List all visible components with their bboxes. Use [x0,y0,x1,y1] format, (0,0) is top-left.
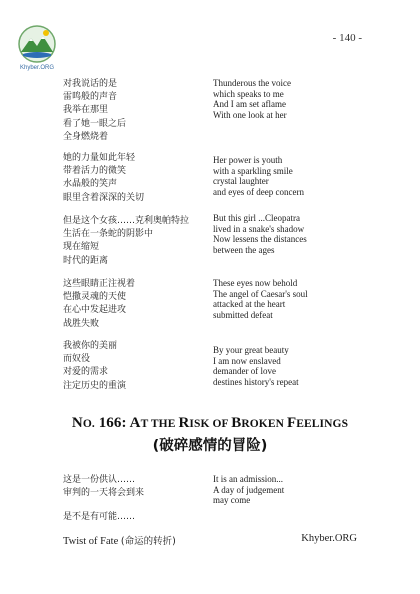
verse-line: I am now enslaved [213,355,281,366]
footer-title-zh: (命运的转折) [120,536,176,547]
verse-line: 她的力量如此年轻 [63,153,136,163]
stanza-1-zh [63,78,126,144]
verse-line: But this girl ...Cleopatra [213,213,300,223]
stanza-2-zh [63,152,144,205]
title-part: F [286,415,297,431]
verse-line: between the ages [213,244,275,255]
title-part: R [178,415,190,431]
verse-line: And I am set aflame [213,99,286,110]
verse-line: submitted defeat [213,309,273,320]
verse-line: crystal laughter [213,176,269,187]
footer-site-name: Khyber.ORG [301,533,357,544]
verse-line: 注定历史的重演 [63,380,127,391]
title-part: N [71,415,83,431]
verse-line: with a sparkling smile [213,165,293,176]
stanza-3-en [213,213,307,255]
verse-line: The angel of Caesar's soul [213,288,308,299]
stanza-3-zh [63,215,189,268]
section-title [0,415,420,432]
title-part: EELINGS [296,418,349,430]
verse-line: By your great beauty [213,345,289,355]
verse-line: 水晶般的笑声 [63,179,118,190]
verse-line: 但是这个女孩……克利奥帕特拉 [63,216,190,226]
verse-line: 这是一份供认…… [63,475,136,485]
stanza-4-zh [63,278,135,331]
verse-line: 生活在一条蛇的阴影中 [63,229,154,240]
verse-line: 战胜失败 [63,318,100,329]
title-part: ISK OF [189,418,232,430]
verse-line: These eyes now behold [213,278,298,288]
verse-line: 现在缩短 [63,242,100,253]
stanza-1-en [213,78,291,120]
stanza-6-en [213,474,284,506]
verse-line: 恺撒灵魂的天使 [63,292,127,303]
verse-line: It is an admission... [213,474,283,484]
page-number: - 140 - [332,32,362,44]
verse-line: destines history's repeat [213,376,299,387]
stanza-7-zh [63,511,135,524]
title-part: O. [82,418,95,430]
stanza-6-zh [63,474,144,500]
verse-line: 对我说话的是 [63,79,118,89]
verse-line: demander of love [213,366,276,377]
verse-line: A day of judgement [213,484,285,495]
verse-line: and eyes of deep concern [213,186,304,197]
title-part: ROKEN [241,418,287,430]
verse-line: which speaks to me [213,88,284,99]
verse-line: 时代的距离 [63,255,109,266]
verse-line: lived in a snake's shadow [213,223,305,234]
verse-line: Her power is youth [213,155,283,165]
footer-book-title [63,533,176,547]
verse-line: 是不是有可能…… [63,512,136,522]
title-part: B [231,415,242,431]
footer-title-en: Twist of Fate [63,536,121,547]
title-part: T THE [140,418,179,430]
verse-line: 全身燃烧着 [63,131,109,142]
verse-line: 看了她一眼之后 [63,118,127,129]
verse-line: 我被你的美丽 [63,341,118,351]
section-title-zh: (破碎感情的冒险) [152,438,268,454]
verse-line: 这些眼睛正注视着 [63,279,136,289]
verse-line: 我举在那里 [63,105,109,116]
verse-line: attacked at the heart [213,299,286,310]
stanza-2-en [213,155,304,197]
logo-text: Khyber.ORG [19,65,54,71]
verse-line: 审判的一天将会到来 [63,488,145,499]
verse-line: 雷鸣般的声音 [63,92,118,103]
verse-line: Thunderous the voice [213,78,291,88]
title-part: 166: A [94,415,141,431]
stanza-5-zh [63,340,126,393]
verse-line: Now lessens the distances [213,234,307,245]
khyber-logo-icon [17,24,57,64]
verse-line: 对爱的需求 [63,367,109,378]
verse-line: With one look at her [213,109,287,120]
verse-line: may come [213,495,251,506]
stanza-4-en [213,278,308,320]
verse-line: 而奴役 [63,354,91,365]
verse-line: 眼里含着深深的关切 [63,192,145,203]
verse-line: 带着活力的微笑 [63,166,127,177]
verse-line: 在心中发起进攻 [63,305,127,316]
stanza-5-en [213,345,299,387]
